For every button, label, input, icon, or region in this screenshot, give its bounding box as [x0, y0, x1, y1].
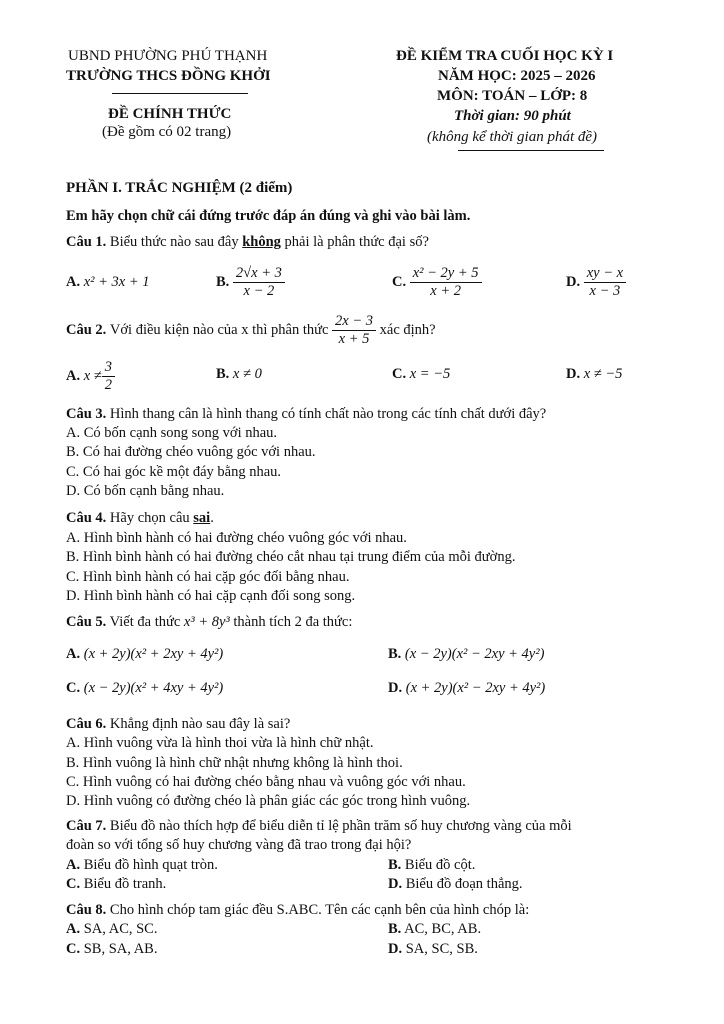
q7-b-letter: B.: [388, 857, 402, 873]
q5-c-letter: C.: [66, 680, 81, 696]
q8-a-text: SA, AC, SC.: [83, 921, 158, 937]
q8-option-d: [388, 941, 478, 958]
q1-b-num: 2√x + 3: [233, 265, 285, 283]
q2-text-b: xác định?: [379, 321, 436, 338]
q8-a-letter: A.: [66, 921, 81, 937]
q1-option-a: [66, 262, 150, 302]
q5-option-a: [66, 646, 223, 663]
q1-emph: không: [242, 234, 281, 250]
q6-option-a: A. Hình vuông vừa là hình thoi vừa là hình chữ nhật.: [66, 735, 374, 751]
q4-label: Câu 4.: [66, 510, 107, 526]
q2-option-b: [216, 366, 262, 383]
q1-d-fraction: [584, 265, 626, 300]
q4-text: Hãy chọn câu: [109, 510, 190, 526]
q7-d-letter: D.: [388, 876, 403, 892]
q2-a-num: 3: [102, 359, 115, 377]
q2-option-d: [566, 366, 622, 383]
q1-option-c: [392, 262, 482, 302]
header-left-underline: [112, 93, 248, 94]
q6-option-d: D. Hình vuông có đường chéo là phân giác các góc trong hình vuông.: [66, 793, 471, 809]
q8-label: Câu 8.: [66, 902, 107, 918]
q1-option-b: [216, 262, 285, 302]
q1-c-letter: C.: [392, 273, 407, 290]
q7-option-a: [66, 857, 218, 874]
q1-c-fraction: [410, 265, 482, 300]
q1-c-den: x + 2: [430, 282, 461, 299]
q6-stem: [66, 716, 290, 733]
part1-instruction: Em hãy chọn chữ cái đứng trước đáp án đúng và ghi vào bài làm.: [66, 208, 471, 224]
q4-emph: sai: [193, 510, 211, 526]
pages-note: (Đề gồm có 02 trang): [102, 124, 232, 140]
q7-b-text: Biểu đồ cột.: [404, 857, 476, 873]
q2-option-c: [392, 366, 450, 383]
q8-b-text: AC, BC, AB.: [404, 921, 482, 937]
header-right-line2: NĂM HỌC: 2025 – 2026: [438, 68, 596, 84]
q4-stem: Câu 4. Hãy chọn câu sai.: [66, 510, 214, 526]
header-right-line3: MÔN: TOÁN – LỚP: 8: [437, 88, 588, 104]
q2-d-expr: x ≠ −5: [583, 366, 623, 382]
q1-option-d: [566, 262, 626, 302]
q2-d-letter: D.: [566, 366, 581, 382]
header-right-underline: [458, 150, 604, 151]
q5-expr: x³ + 8y³: [183, 614, 230, 630]
q3-option-c: C. Có hai góc kề một đáy bằng nhau.: [66, 464, 282, 480]
q1-b-den: x − 2: [243, 282, 275, 299]
q2-a-fraction: [102, 359, 115, 394]
q2-b-letter: B.: [216, 366, 230, 382]
q1-b-fraction: [233, 265, 285, 300]
q2-num: 2x − 3: [332, 313, 376, 331]
q2-text-a: Với điều kiện nào của x thì phân thức: [109, 321, 329, 338]
q1-b-letter: B.: [216, 273, 230, 290]
q1-d-den: x − 3: [589, 282, 621, 299]
q8-d-text: SA, SC, SB.: [405, 941, 478, 957]
q8-option-a: [66, 921, 157, 938]
q6-option-b: B. Hình vuông là hình chữ nhật nhưng không là hình thoi.: [66, 755, 403, 771]
q2-c-expr: x = −5: [409, 366, 451, 382]
q7-c-text: Biểu đồ tranh.: [83, 876, 167, 892]
q3-text: Hình thang cân là hình thang có tính chất nào trong các tính chất dưới đây?: [109, 406, 547, 422]
q1-d-num: xy − x: [584, 265, 626, 283]
q7-label: Câu 7.: [66, 818, 107, 834]
q2-b-expr: x ≠ 0: [232, 366, 262, 382]
q2-c-letter: C.: [392, 366, 407, 382]
q7-stem-line1: [66, 818, 572, 835]
q1-d-letter: D.: [566, 273, 581, 290]
q8-text: Cho hình chóp tam giác đều S.ABC. Tên các cạnh bên của hình chóp là:: [109, 902, 530, 918]
q2-label: Câu 2.: [66, 321, 107, 338]
q8-stem: [66, 902, 529, 919]
q8-option-c: [66, 941, 157, 958]
q5-option-b: [388, 646, 544, 663]
q7-option-d: [388, 876, 523, 893]
q5-d-letter: D.: [388, 680, 403, 696]
q7-d-text: Biểu đồ đoạn thẳng.: [405, 876, 523, 892]
q1-c-num: x² − 2y + 5: [410, 265, 482, 283]
q2-a-letter: A.: [66, 367, 81, 384]
exam-time-note: (không kể thời gian phát đề): [427, 129, 598, 145]
q5-label: Câu 5.: [66, 614, 107, 630]
q5-a-letter: A.: [66, 646, 81, 662]
q2-a-pre: x ≠: [83, 367, 102, 384]
q5-c-expr: (x − 2y)(x² + 4xy + 4y²): [83, 680, 224, 696]
q5-option-c: [66, 680, 223, 697]
q4-option-d: D. Hình bình hành có hai cặp cạnh đối song song.: [66, 588, 356, 604]
q3-option-d: D. Có bốn cạnh bằng nhau.: [66, 483, 225, 499]
header-left-line2: TRƯỜNG THCS ĐỒNG KHỞI: [66, 68, 271, 84]
q1-text-a: Biểu thức nào sau đây: [109, 234, 239, 250]
q4-option-c: C. Hình bình hành có hai cặp góc đối bằng nhau.: [66, 569, 350, 585]
q8-option-b: [388, 921, 481, 938]
q2-den: x + 5: [338, 330, 370, 347]
q5-b-expr: (x − 2y)(x² − 2xy + 4y²): [404, 646, 545, 662]
q7-c-letter: C.: [66, 876, 81, 892]
q8-b-letter: B.: [388, 921, 402, 937]
q4-option-b: B. Hình bình hành có hai đường chéo cắt nhau tại trung điểm của mỗi đường.: [66, 549, 516, 565]
q5-b-letter: B.: [388, 646, 402, 662]
header-right-line1: ĐỀ KIỂM TRA CUỐI HỌC KỲ I: [396, 48, 614, 64]
q5-text-b: thành tích 2 đa thức:: [233, 614, 353, 630]
q5-d-expr: (x + 2y)(x² − 2xy + 4y²): [405, 680, 546, 696]
q7-a-text: Biểu đồ hình quạt tròn.: [83, 857, 218, 873]
q1-stem: [66, 234, 429, 251]
q6-label: Câu 6.: [66, 716, 107, 732]
q6-option-c: C. Hình vuông có hai đường chéo bằng nhau và vuông góc với nhau.: [66, 774, 466, 790]
q4-option-a: A. Hình bình hành có hai đường chéo vuông góc với nhau.: [66, 530, 407, 546]
q8-c-text: SB, SA, AB.: [83, 941, 158, 957]
q7-option-c: [66, 876, 166, 893]
q5-text-a: Viết đa thức: [109, 614, 181, 630]
q5-option-d: [388, 680, 545, 697]
q1-label: Câu 1.: [66, 234, 107, 250]
q7-a-letter: A.: [66, 857, 81, 873]
header-left-line1: UBND PHƯỜNG PHÚ THẠNH: [68, 48, 268, 64]
q6-text: Khẳng định nào sau đây là sai?: [109, 716, 291, 732]
q7-option-b: [388, 857, 475, 874]
q5-stem: [66, 614, 352, 631]
q2-stem: [66, 310, 436, 350]
q7-text1: Biểu đồ nào thích hợp để biểu diễn tỉ lệ phần trăm số huy chương vàng của mỗi: [109, 818, 572, 834]
q3-stem: [66, 406, 546, 423]
q7-stem-line2: đoàn so với tổng số huy chương vàng đã trao trong đại hội?: [66, 837, 412, 853]
q8-c-letter: C.: [66, 941, 81, 957]
q1-text-b: phải là phân thức đại số?: [284, 234, 429, 250]
exam-time: Thời gian: 90 phút: [454, 108, 571, 124]
q3-option-a: A. Có bốn cạnh song song với nhau.: [66, 425, 278, 441]
q3-option-b: B. Có hai đường chéo vuông góc với nhau.: [66, 444, 316, 460]
part1-title: PHẦN I. TRẮC NGHIỆM (2 điểm): [66, 180, 293, 196]
q2-a-den: 2: [104, 376, 113, 393]
q5-a-expr: (x + 2y)(x² + 2xy + 4y²): [83, 646, 224, 662]
official-label: ĐỀ CHÍNH THỨC: [108, 106, 232, 122]
q2-option-a: [66, 356, 115, 396]
q3-label: Câu 3.: [66, 406, 107, 422]
q8-d-letter: D.: [388, 941, 403, 957]
q1-a-letter: A.: [66, 273, 81, 290]
q2-fraction: [332, 313, 376, 348]
q1-a-expr: x² + 3x + 1: [83, 273, 150, 290]
